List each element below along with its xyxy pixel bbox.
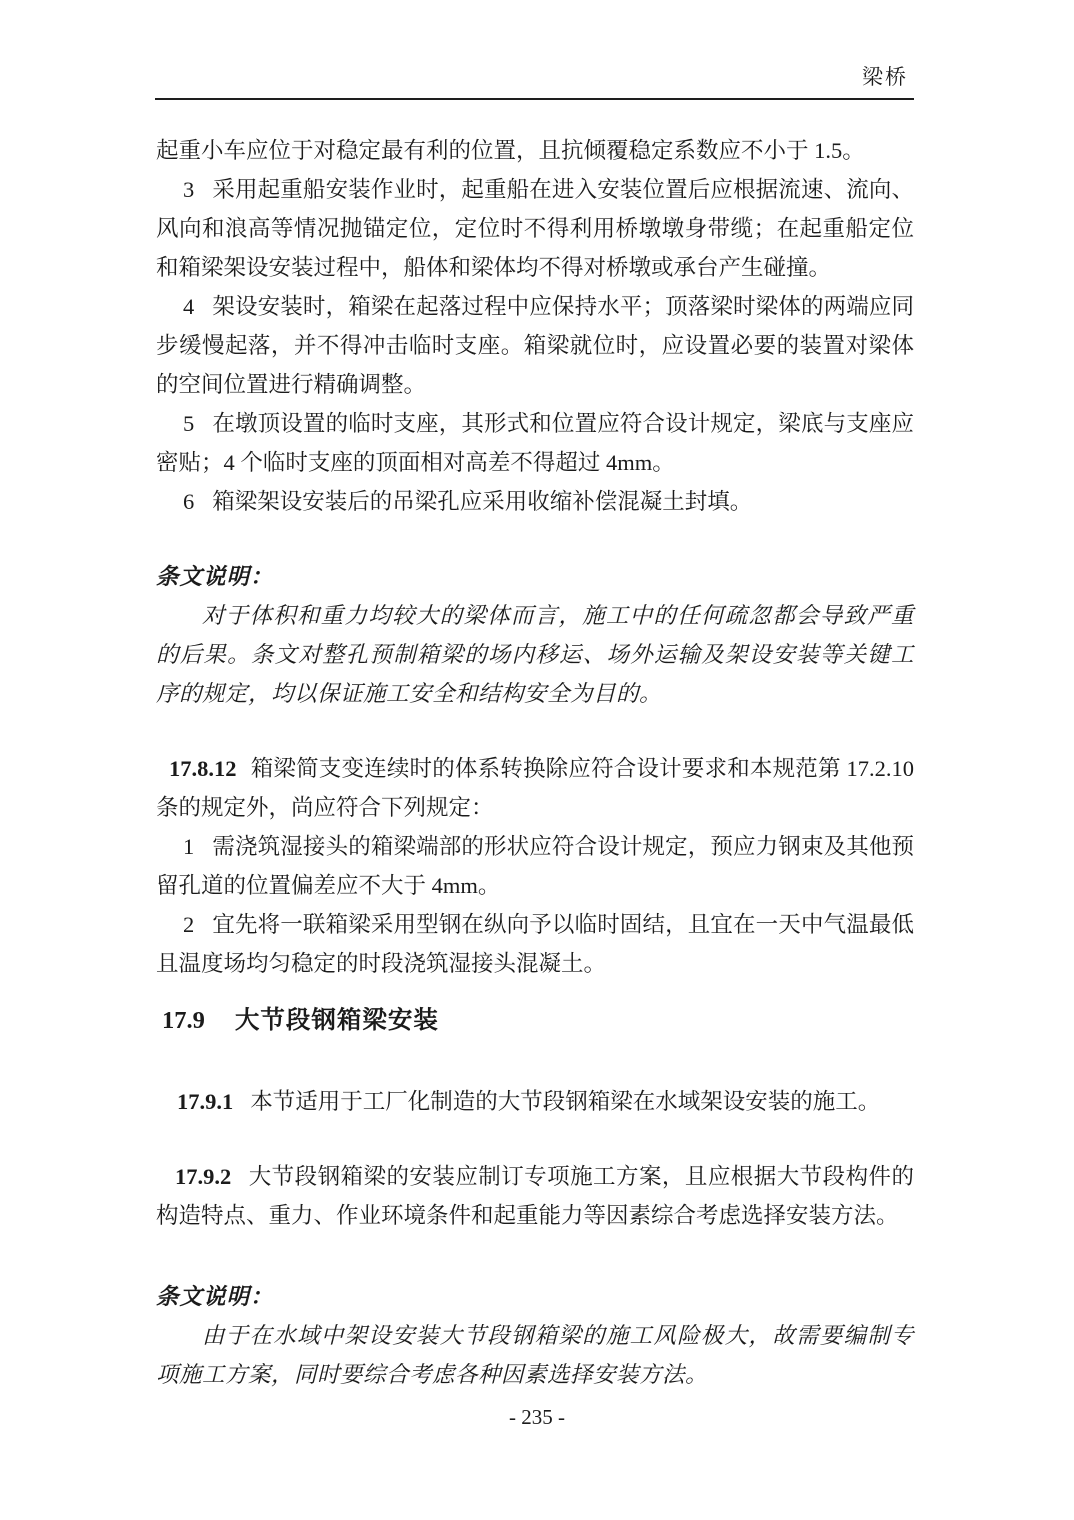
numbered-item-4 — [156, 287, 914, 404]
item-text: 在墩顶设置的临时支座，其形式和位置应符合设计规定，梁底与支座应密贴；4 个临时支座的顶面相对高差不得超过 4mm。 — [156, 411, 914, 475]
clause-text: 大节段钢箱梁的安装应制订专项施工方案，且应根据大节段构件的构造特点、重力、作业环境条件和起重能力等因素综合考虑选择安装方法。 — [156, 1164, 914, 1228]
clause-text: 箱梁简支变连续时的体系转换除应符合设计要求和本规范第 17.2.10 条的规定外，尚应符合下列规定： — [156, 756, 914, 820]
item-number: 4 — [183, 294, 195, 319]
commentary-label: 条文说明： — [156, 1284, 274, 1309]
numbered-item-1 — [156, 827, 914, 905]
item-text: 宜先将一联箱梁采用型钢在纵向予以临时固结，且宜在一天中气温最低且温度场均匀稳定的时段浇筑湿接头混凝土。 — [156, 912, 914, 976]
intro-paragraph: 起重小车应位于对稳定最有利的位置，且抗倾覆稳定系数应不小于 1.5。 — [156, 138, 865, 163]
commentary-paragraph: 由于在水域中架设安装大节段钢箱梁的施工风险极大，故需要编制专项施工方案，同时要综合考虑各种因素选择安装方法。 — [156, 1323, 914, 1387]
clause-text: 本节适用于工厂化制造的大节段钢箱梁在水域架设安装的施工。 — [250, 1089, 881, 1114]
clause-number: 17.9.2 — [175, 1164, 232, 1189]
page-header-title: 梁桥 — [862, 65, 908, 89]
item-text: 采用起重船安装作业时，起重船在进入安装位置后应根据流速、流向、风向和浪高等情况抛锚定位，定位时不得利用桥墩墩身带缆；在起重船定位和箱梁架设安装过程中，船体和梁体均不得对桥墩或承台产生碰撞。 — [156, 177, 914, 280]
item-text: 架设安装时，箱梁在起落过程中应保持水平；顶落梁时梁体的两端应同步缓慢起落，并不得冲击临时支座。箱梁就位时，应设置必要的装置对梁体的空间位置进行精确调整。 — [156, 294, 914, 397]
section-heading-17-9 — [156, 1001, 914, 1040]
item-number: 6 — [183, 489, 195, 514]
item-text: 需浇筑湿接头的箱梁端部的形状应符合设计规定，预应力钢束及其他预留孔道的位置偏差应不大于 4mm。 — [156, 834, 914, 898]
clause-17-9-2 — [156, 1157, 914, 1235]
numbered-item-5 — [156, 404, 914, 482]
numbered-item-3 — [156, 170, 914, 287]
page-number: - 235 - — [509, 1405, 565, 1429]
item-number: 1 — [183, 834, 195, 859]
numbered-item-2 — [156, 905, 914, 983]
page-body — [156, 131, 914, 1394]
clause-17-8-12 — [156, 749, 914, 827]
clause-number: 17.9.1 — [177, 1089, 234, 1114]
clause-17-9-1 — [156, 1082, 914, 1121]
clause-number: 17.8.12 — [169, 756, 237, 781]
commentary-paragraph: 对于体积和重力均较大的梁体而言，施工中的任何疏忽都会导致严重的后果。条文对整孔预制箱梁的场内移运、场外运输及架设安装等关键工序的规定，均以保证施工安全和结构安全为目的。 — [156, 603, 914, 706]
item-number: 5 — [183, 411, 195, 436]
item-text: 箱梁架设安装后的吊梁孔应采用收缩补偿混凝土封填。 — [212, 489, 753, 514]
section-title: 大节段钢箱梁安装 — [234, 1007, 439, 1034]
commentary-label: 条文说明： — [156, 564, 274, 589]
section-number: 17.9 — [162, 1007, 205, 1034]
item-number: 2 — [183, 912, 195, 937]
item-number: 3 — [183, 177, 195, 202]
numbered-item-6 — [156, 482, 914, 521]
header-rule — [155, 98, 914, 100]
commentary-block-1 — [156, 557, 914, 713]
commentary-block-2 — [156, 1277, 914, 1394]
